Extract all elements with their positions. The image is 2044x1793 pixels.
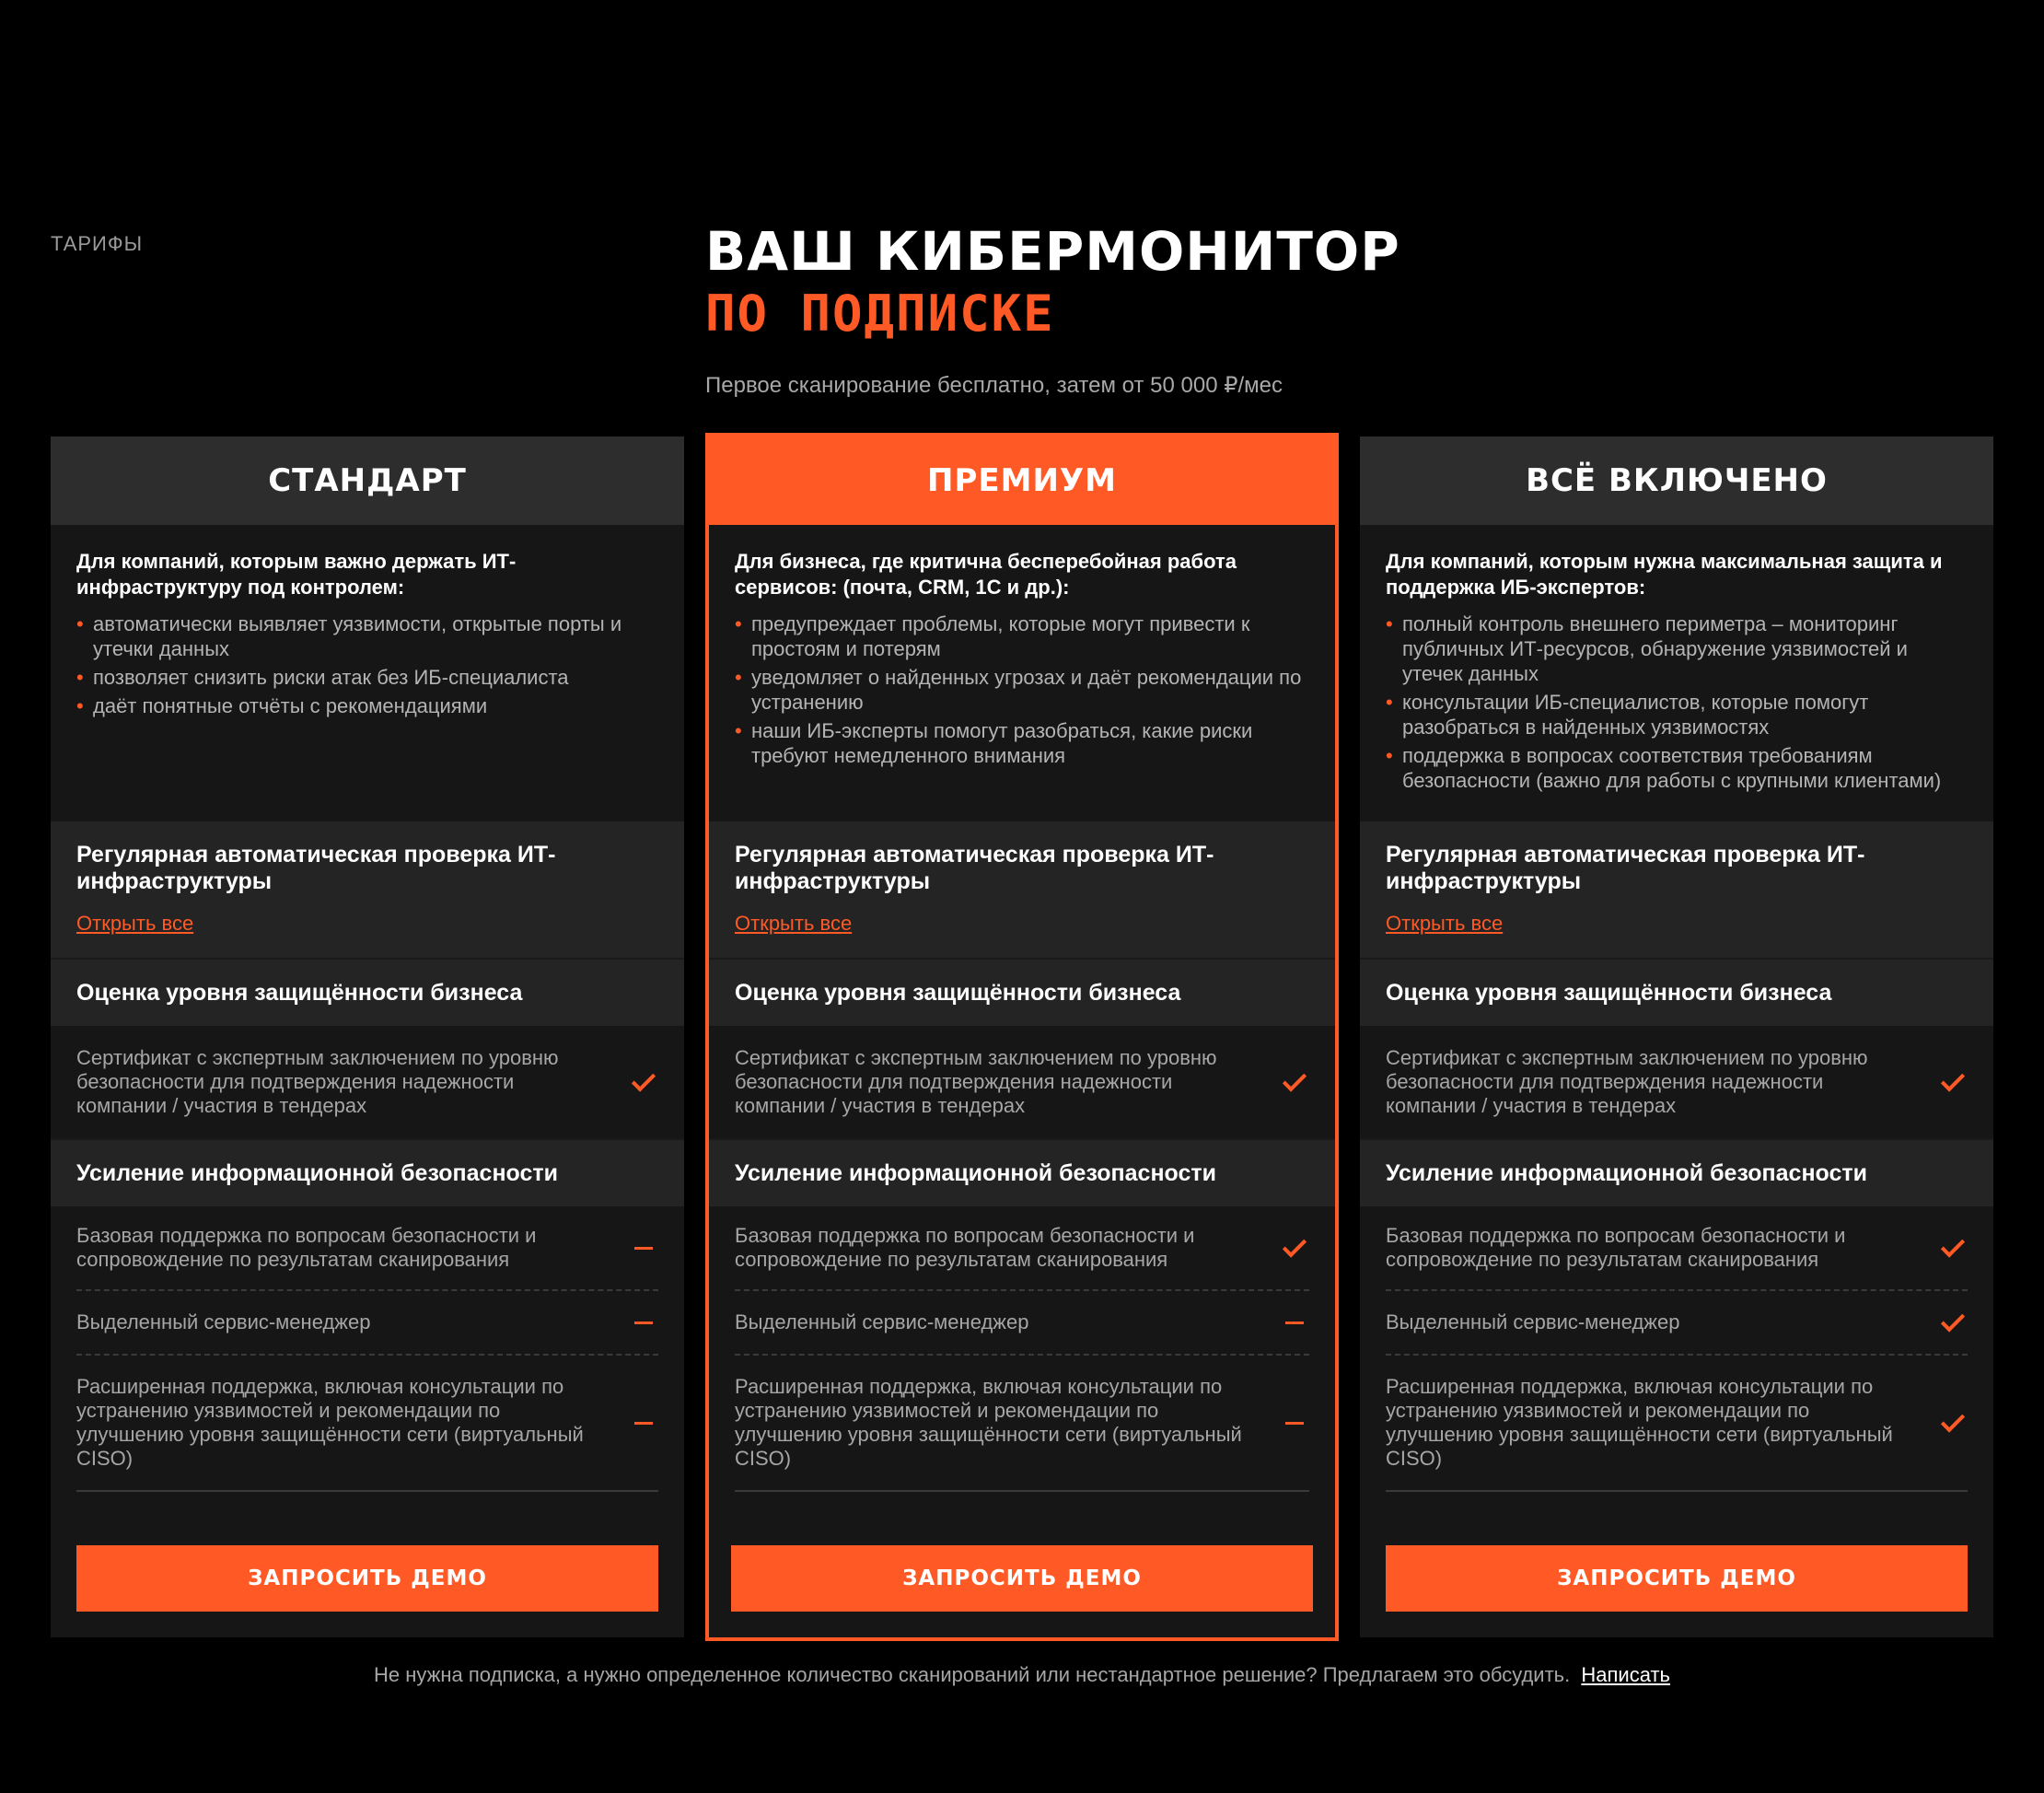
divider	[735, 1490, 1309, 1492]
feature-text: Базовая поддержка по вопросам безопасности и сопровождение по результатам сканирования	[735, 1224, 1195, 1271]
feature-text: Выделенный сервис-менеджер	[76, 1310, 371, 1333]
feature-group-title: Регулярная автоматическая проверка ИТ-инфраструктуры	[76, 842, 556, 894]
feature-group-regular-check	[51, 821, 684, 958]
dash-icon	[1282, 1310, 1307, 1335]
pricing-cards	[51, 437, 1993, 1637]
feature-row-basic-support	[1360, 1206, 1993, 1289]
feature-group-title: Оценка уровня защищённости бизнеса	[76, 979, 523, 1006]
feature-group-title: Регулярная автоматическая проверка ИТ-инфраструктуры	[1386, 842, 1865, 894]
feature-text: Расширенная поддержка, включая консультации по устранению уязвимостей и рекомендации по улучшению уровня защищённости сети (виртуальный CISO)	[76, 1375, 584, 1470]
feature-group-title: Оценка уровня защищённости бизнеса	[735, 979, 1181, 1006]
dash-icon	[631, 1235, 656, 1261]
plan-bullet: • предупреждает проблемы, которые могут привести к простоям и потерям	[735, 611, 1309, 661]
feature-row-basic-support	[51, 1206, 684, 1289]
feature-text: Базовая поддержка по вопросам безопасности и сопровождение по результатам сканирования	[76, 1224, 537, 1271]
feature-text: Выделенный сервис-менеджер	[1386, 1310, 1680, 1333]
check-icon	[1940, 1069, 1966, 1095]
plan-description	[709, 525, 1335, 821]
plan-name: ПРЕМИУМ	[709, 437, 1335, 525]
page-subtitle: Первое сканирование бесплатно, затем от 50 000 ₽/мес	[705, 373, 1283, 398]
open-all-link[interactable]: Открыть все	[735, 912, 853, 935]
feature-row-extended-support	[51, 1356, 684, 1490]
dash-icon	[631, 1310, 656, 1335]
check-icon	[631, 1069, 656, 1095]
feature-group-strengthening	[1360, 1138, 1993, 1206]
dash-icon	[1282, 1410, 1307, 1436]
feature-group-strengthening	[51, 1138, 684, 1206]
open-all-link[interactable]: Открыть все	[76, 912, 194, 935]
plan-lead: Для компаний, которым нужна максимальная защита и поддержка ИБ-экспертов:	[1386, 550, 1943, 599]
feature-row-certificate	[1360, 1026, 1993, 1138]
feature-group-assessment	[51, 958, 684, 1026]
plan-card-standard	[51, 437, 684, 1637]
feature-group-title: Усиление информационной безопасности	[1386, 1159, 1867, 1186]
plan-bullet: • наши ИБ-эксперты помогут разобраться, какие риски требуют немедленного внимания	[735, 718, 1309, 768]
feature-text: Выделенный сервис-менеджер	[735, 1310, 1029, 1333]
footer-text: Не нужна подписка, а нужно определенное количество сканирований или нестандартное решение? Предлагаем это обсудить.	[374, 1663, 1571, 1686]
plan-bullet: • автоматически выявляет уязвимости, открытые порты и утечки данных	[76, 611, 658, 661]
feature-text: Расширенная поддержка, включая консультации по устранению уязвимостей и рекомендации по улучшению уровня защищённости сети (виртуальный CISO)	[735, 1375, 1242, 1470]
feature-group-title: Усиление информационной безопасности	[735, 1159, 1216, 1186]
check-icon	[1282, 1235, 1307, 1261]
plan-bullets	[76, 611, 658, 718]
plan-name: ВСЁ ВКЛЮЧЕНО	[1360, 437, 1993, 525]
feature-row-service-manager	[51, 1291, 684, 1354]
feature-row-certificate	[51, 1026, 684, 1138]
divider	[76, 1490, 658, 1492]
feature-row-extended-support	[709, 1356, 1335, 1490]
plan-bullet: • консультации ИБ-специалистов, которые помогут разобраться в найденных уязвимостях	[1386, 690, 1968, 739]
check-icon	[1940, 1235, 1966, 1261]
check-icon	[1940, 1310, 1966, 1335]
dash-icon	[631, 1410, 656, 1436]
plan-card-all-inclusive	[1360, 437, 1993, 1637]
plan-lead: Для компаний, которым важно держать ИТ-инфраструктуру под контролем:	[76, 550, 517, 599]
plan-card-premium	[705, 433, 1339, 1641]
feature-group-regular-check	[709, 821, 1335, 958]
plan-bullet: • полный контроль внешнего периметра – мониторинг публичных ИТ-ресурсов, обнаружение уязвимостей и утечек данных	[1386, 611, 1968, 686]
feature-text: Сертификат с экспертным заключением по уровню безопасности для подтверждения надежности компании / участия в тендерах	[76, 1046, 559, 1117]
feature-row-certificate	[709, 1026, 1335, 1138]
plan-bullet: • даёт понятные отчёты с рекомендациями	[76, 693, 658, 718]
plan-description	[1360, 525, 1993, 821]
plan-bullet: • поддержка в вопросах соответствия требованиям безопасности (важно для работы с крупными клиентами)	[1386, 743, 1968, 793]
plan-name: СТАНДАРТ	[51, 437, 684, 525]
feature-group-title: Регулярная автоматическая проверка ИТ-инфраструктуры	[735, 842, 1214, 894]
check-icon	[1940, 1410, 1966, 1436]
plan-bullet: • позволяет снизить риски атак без ИБ-специалиста	[76, 665, 658, 690]
footer-note	[0, 1663, 2044, 1687]
plan-bullets	[735, 611, 1309, 768]
feature-row-extended-support	[1360, 1356, 1993, 1490]
plan-bullets	[1386, 611, 1968, 793]
feature-row-service-manager	[1360, 1291, 1993, 1354]
feature-text: Сертификат с экспертным заключением по уровню безопасности для подтверждения надежности компании / участия в тендерах	[735, 1046, 1217, 1117]
feature-group-title: Оценка уровня защищённости бизнеса	[1386, 979, 1832, 1006]
request-demo-button[interactable]: ЗАПРОСИТЬ ДЕМО	[76, 1545, 658, 1612]
check-icon	[1282, 1069, 1307, 1095]
feature-group-assessment	[709, 958, 1335, 1026]
feature-group-regular-check	[1360, 821, 1993, 958]
divider	[1386, 1490, 1968, 1492]
plan-lead: Для бизнеса, где критична бесперебойная работа сервисов: (почта, CRM, 1С и др.):	[735, 550, 1237, 599]
feature-text: Расширенная поддержка, включая консультации по устранению уязвимостей и рекомендации по улучшению уровня защищённости сети (виртуальный CISO)	[1386, 1375, 1893, 1470]
hero	[705, 219, 1400, 399]
feature-text: Сертификат с экспертным заключением по уровню безопасности для подтверждения надежности компании / участия в тендерах	[1386, 1046, 1868, 1117]
feature-group-strengthening	[709, 1138, 1335, 1206]
feature-row-service-manager	[709, 1291, 1335, 1354]
page-title-accent: ПО ПОДПИСКЕ	[705, 285, 1055, 343]
feature-text: Базовая поддержка по вопросам безопасности и сопровождение по результатам сканирования	[1386, 1224, 1846, 1271]
contact-link[interactable]: Написать	[1581, 1663, 1670, 1686]
feature-row-basic-support	[709, 1206, 1335, 1289]
plan-bullet: • уведомляет о найденных угрозах и даёт рекомендации по устранению	[735, 665, 1309, 715]
page-title: ВАШ КИБЕРМОНИТОР	[705, 220, 1400, 283]
open-all-link[interactable]: Открыть все	[1386, 912, 1504, 935]
request-demo-button[interactable]: ЗАПРОСИТЬ ДЕМО	[731, 1545, 1313, 1612]
section-label: ТАРИФЫ	[51, 232, 144, 255]
feature-group-title: Усиление информационной безопасности	[76, 1159, 558, 1186]
request-demo-button[interactable]: ЗАПРОСИТЬ ДЕМО	[1386, 1545, 1968, 1612]
plan-description	[51, 525, 684, 821]
feature-group-assessment	[1360, 958, 1993, 1026]
